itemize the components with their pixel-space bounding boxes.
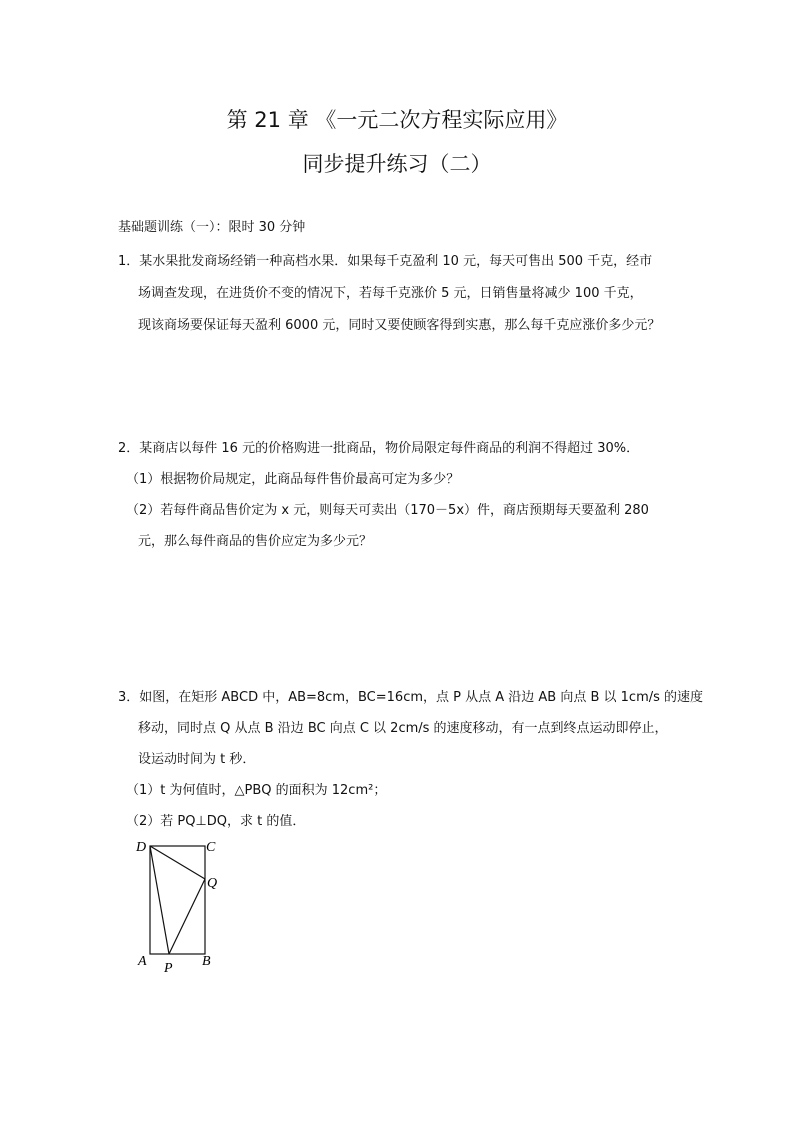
question-1-line-1: 1．某水果批发商场经销一种高档水果．如果每千克盈利 10 元，每天可售出 500 千克，经市 (118, 254, 653, 269)
question-3-line-3: 设运动时间为 t 秒． (138, 752, 256, 767)
question-1-line-2: 场调查发现，在进货价不变的情况下，若每千克涨价 5 元，日销售量将减少 100 千克， (138, 286, 643, 301)
question-2-part-1: （1）根据物价局规定，此商品每件售价最高可定为多少？ (126, 472, 460, 487)
question-2-part-2-line-2: 元，那么每件商品的售价应定为多少元？ (138, 534, 373, 549)
question-2-line-1: 2．某商店以每件 16 元的价格购进一批商品，物价局限定每件商品的利润不得超过 30%． (118, 441, 640, 456)
label-b: B (202, 954, 211, 969)
rectangle-figure (130, 832, 230, 980)
label-d: D (136, 840, 147, 855)
label-p: P (164, 961, 173, 976)
segment-dq (150, 846, 205, 879)
label-a: A (138, 954, 147, 969)
label-c: C (206, 840, 216, 855)
question-3-line-1: 3．如图，在矩形 ABCD 中，AB=8cm，BC=16cm，点 P 从点 A 沿边 AB 向点 B 以 1cm/s 的速度 (118, 690, 704, 705)
question-3-part-1: （1）t 为何值时，△PBQ 的面积为 12cm²； (126, 783, 387, 798)
page-title: 第 21 章 《一元二次方程实际应用》 (226, 108, 568, 132)
question-1-line-3: 现该商场要保证每天盈利 6000 元，同时又要使顾客得到实惠，那么每千克应涨价多少元？ (138, 318, 661, 333)
segment-qp (169, 879, 205, 954)
question-3-line-2: 移动，同时点 Q 从点 B 沿边 BC 向点 C 以 2cm/s 的速度移动，有一点到终点运动即停止， (138, 721, 668, 736)
page-subtitle: 同步提升练习（二） (302, 152, 492, 176)
segment-dp (150, 846, 169, 954)
section-heading: 基础题训练（一）：限时 30 分钟 (118, 220, 306, 235)
label-q: Q (207, 876, 218, 891)
question-2-part-2-line-1: （2）若每件商品售价定为 x 元，则每天可卖出（170－5x）件，商店预期每天要盈利 280 (126, 503, 649, 518)
question-3-part-2: （2）若 PQ⊥DQ，求 t 的值． (126, 814, 306, 829)
